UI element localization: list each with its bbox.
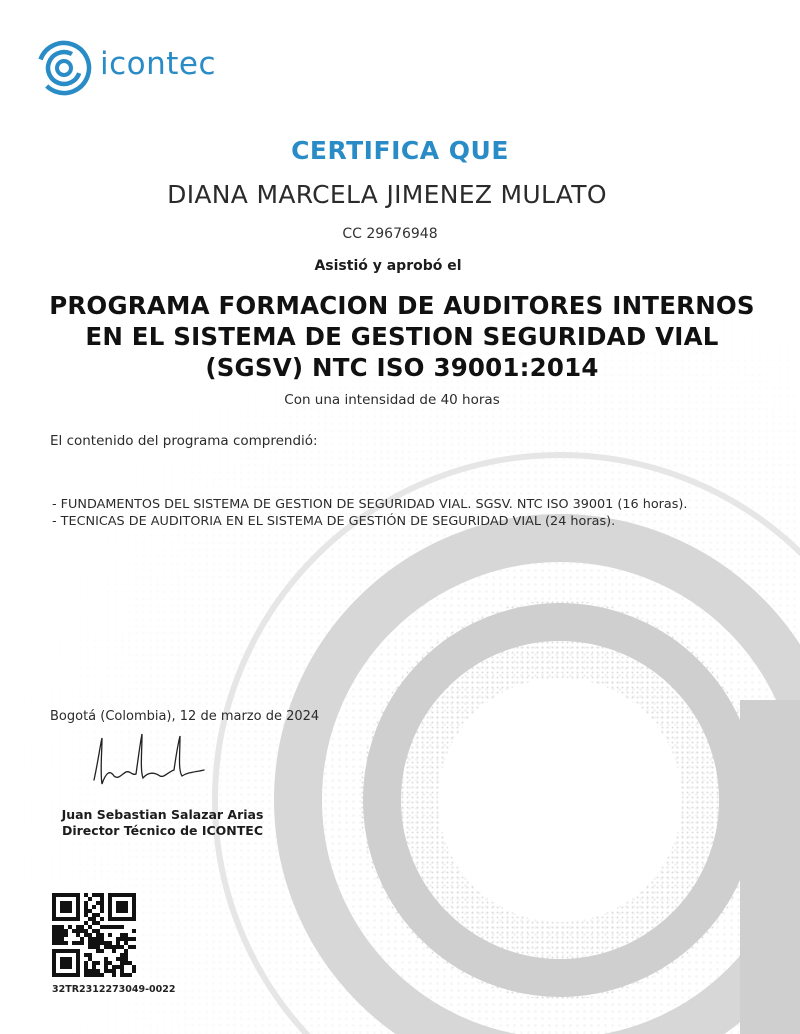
topic-item: - TECNICAS DE AUDITORIA EN EL SISTEMA DE GESTIÓN DE SEGURIDAD VIAL (24 horas). [52, 514, 616, 529]
icontec-logo-icon [36, 40, 92, 96]
recipient-id: CC 29676948 [342, 226, 438, 242]
program-intensity: Con una intensidad de 40 horas [284, 392, 500, 408]
signature-icon [80, 732, 220, 792]
qr-code-icon[interactable] [52, 893, 136, 977]
recipient-name: DIANA MARCELA JIMENEZ MULATO [167, 180, 607, 209]
signer-name: Juan Sebastian Salazar Arias [61, 807, 264, 822]
topics-list [52, 496, 688, 530]
program-title-line: (SGSV) NTC ISO 39001:2014 [205, 353, 599, 382]
content-intro: El contenido del programa comprendió: [50, 433, 318, 449]
verification-code: 32TR2312273049-0022 [52, 984, 176, 995]
signer-title: Director Técnico de ICONTEC [61, 823, 263, 838]
icontec-logo [36, 38, 236, 94]
program-title [20, 290, 784, 383]
place-date: Bogotá (Colombia), 12 de marzo de 2024 [50, 709, 320, 724]
certificate-heading: CERTIFICA QUE [291, 136, 509, 165]
attended-text: Asistió y aprobó el [314, 258, 462, 274]
signer-block [40, 807, 285, 839]
topic-item: - FUNDAMENTOS DEL SISTEMA DE GESTION DE SEGURIDAD VIAL. SGSV. NTC ISO 39001 (16 horas). [52, 497, 688, 512]
program-title-line: PROGRAMA FORMACION DE AUDITORES INTERNOS [49, 291, 755, 320]
logo-wordmark: icontec [100, 46, 217, 82]
program-title-line: EN EL SISTEMA DE GESTION SEGURIDAD VIAL [85, 322, 719, 351]
